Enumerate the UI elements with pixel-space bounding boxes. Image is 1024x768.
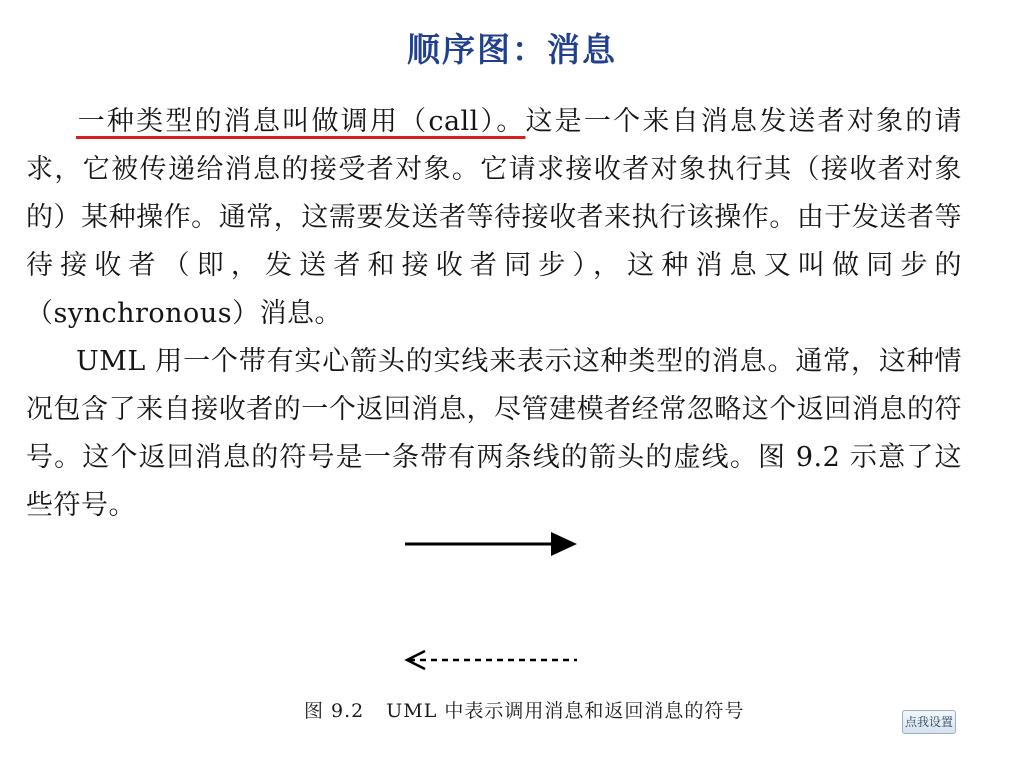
paragraph-call-message [26, 98, 962, 338]
underlined-phrase: 一种类型的消息叫做调用（call）。 [76, 106, 526, 137]
slide-title: 顺序图：消息 [407, 30, 617, 69]
body-text [26, 98, 962, 530]
figure-number: 图 9.2 [304, 700, 365, 722]
paragraph-text: UML 用一个带有实心箭头的实线来表示这种类型的消息。通常，这种情况包含了来自接收者的一个返回消息，尽管建模者经常忽略这个返回消息的符号。这个返回消息的符号是一条带有两条线的箭头的虚线。图 9.2 示意了这些符号。 [26, 346, 962, 521]
figure-caption [304, 696, 744, 723]
message-notation-diagram [395, 520, 595, 680]
return-message-arrow-icon [407, 651, 577, 669]
settings-button[interactable]: 点我设置 [902, 710, 956, 734]
call-message-arrow-icon [405, 532, 577, 556]
figure-caption-text: UML 中表示调用消息和返回消息的符号 [386, 700, 745, 722]
paragraph-text: 这是一个来自消息发送者对象的请求，它被传递给消息的接受者对象。它请求接收者对象执行其（接收者对象的）某种操作。通常，这需要发送者等待接收者来执行该操作。由于发送者等待接收者（即，发送者和接收者同步），这种消息又叫做同步的（synchronous）消息。 [26, 106, 963, 329]
paragraph-uml-notation [26, 338, 962, 530]
